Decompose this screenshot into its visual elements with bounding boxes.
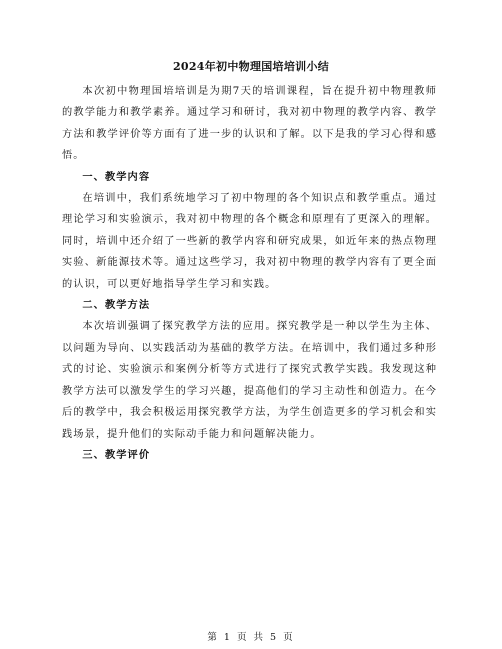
section-body-teaching-methods: 本次培训强调了探究教学方法的应用。探究教学是一种以学生为主体、以问题为导向、以实践活动为基础的教学方法。在培训中，我们通过多种形式的讨论、实验演示和案例分析等方式进行了探究式教学实践。我发现这种教学方法可以激发学生的学习兴趣，提高他们的学习主动性和创造力。在今后的教学中，我会积极运用探究教学方法，为学生创造更多的学习机会和实践场景，提升他们的实际动手能力和问题解决能力。 [62, 321, 437, 440]
page-number-footer: 第 1 页 共 5 页 [207, 632, 295, 643]
section-heading-teaching-evaluation: 三、教学评价 [82, 448, 151, 461]
document-title: 2024年初中物理国培培训小结 [172, 60, 330, 73]
section-heading-teaching-methods: 二、教学方法 [82, 299, 151, 312]
section-heading-teaching-content: 一、教学内容 [82, 170, 151, 183]
section-body-teaching-content: 在培训中，我们系统地学习了初中物理的各个知识点和教学重点。通过理论学习和实验演示，我对初中物理的各个概念和原理有了更深入的理解。同时，培训中还介绍了一些新的教学内容和研究成果，如近年来的热点物理实验、新能源技术等。通过这些学习，我对初中物理的教学内容有了更全面的认识，可以更好地指导学生学习和实践。 [62, 193, 437, 290]
intro-paragraph: 本次初中物理国培培训是为期7天的培训课程，旨在提升初中物理教师的教学能力和教学素养。通过学习和研讨，我对初中物理的教学内容、教学方法和教学评价等方面有了进一步的认识和了解。以下是我的学习心得和感悟。 [62, 86, 437, 162]
document-body [62, 81, 437, 466]
